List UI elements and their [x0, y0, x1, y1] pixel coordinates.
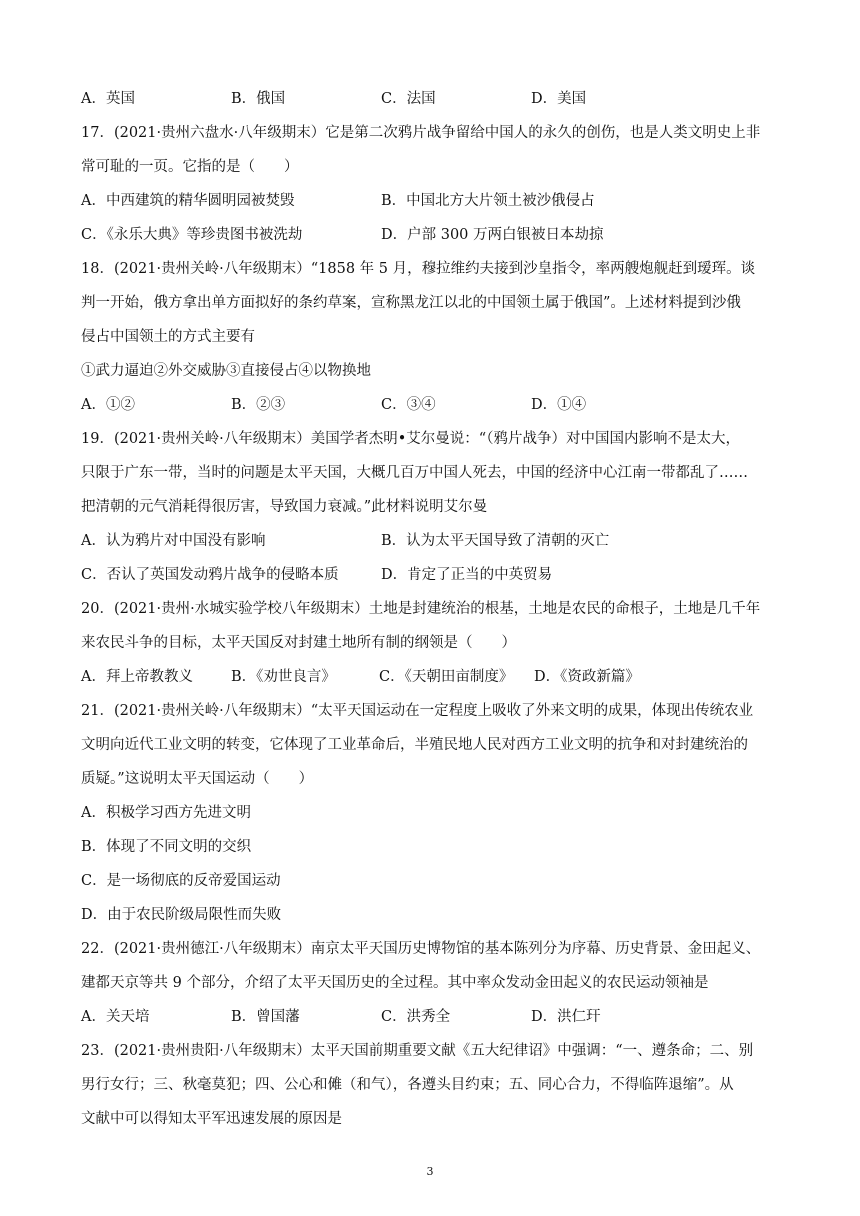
- option-a: A．英国: [81, 91, 135, 107]
- q23-stem-line-2: 男行女行；三、秋毫莫犯；四、公心和傩（和气），各遵头目约束；五、同心合力，不得临阵退缩”。从: [81, 1077, 734, 1093]
- option-d: D．户部 300 万两白银被日本劫掠: [381, 227, 604, 243]
- q22-stem-line-1: 22．(2021·贵州德江·八年级期末）南京太平天国历史博物馆的基本陈列分为序幕、历史背景、金田起义、: [81, 941, 761, 957]
- page-number: 3: [426, 1165, 434, 1178]
- question-list: [81, 86, 781, 1140]
- q21-stem-line-3: 质疑。”这说明太平天国运动（ ）: [81, 771, 314, 787]
- q17-stem-line-2: 常可耻的一页。它指的是（ ）: [81, 159, 299, 175]
- q21-option-c: C．是一场彻底的反帝爱国运动: [81, 873, 281, 889]
- q16-options: [81, 86, 781, 120]
- q18-options: [81, 392, 781, 426]
- q19-stem-line-2: 只限于广东一带，当时的问题是太平天国，大概几百万中国人死去，中国的经济中心江南一带都乱了……: [81, 465, 748, 481]
- q21-option-d: D．由于农民阶级局限性而失败: [81, 907, 282, 923]
- q20-stem-line-1: 20．(2021·贵州·水城实验学校八年级期末）土地是封建统治的根基，土地是农民的命根子，土地是几千年: [81, 601, 761, 617]
- option-b: B．②③: [231, 397, 286, 413]
- option-d: D．洪仁玕: [531, 1009, 601, 1025]
- option-a: A．认为鸦片对中国没有影响: [81, 533, 266, 549]
- q17-options-row-2: [81, 222, 781, 256]
- option-d: D．①④: [531, 397, 587, 413]
- q20-stem-line-2: 来农民斗争的目标，太平天国反对封建土地所有制的纲领是（ ）: [81, 635, 516, 651]
- option-c: C．《天朝田亩制度》: [379, 669, 514, 685]
- option-c: C．③④: [381, 397, 436, 413]
- option-d: D．肯定了正当的中英贸易: [381, 567, 553, 583]
- option-c: C．否认了英国发动鸦片战争的侵略本质: [81, 567, 339, 583]
- q18-stem-line-2: 判一开始，俄方拿出单方面拟好的条约草案，宣称黑龙江以北的中国领土属于俄国”。上述材料提到沙俄: [81, 295, 741, 311]
- q18-stem-line-3: 侵占中国领土的方式主要有: [81, 329, 255, 345]
- q21-option-a: A．积极学习西方先进文明: [81, 805, 251, 821]
- option-c: C．洪秀全: [381, 1009, 451, 1025]
- option-c: C．《永乐大典》等珍贵图书被洗劫: [81, 227, 303, 243]
- option-b: B．曾国藩: [231, 1009, 300, 1025]
- q19-stem-line-1: 19．(2021·贵州关岭·八年级期末）美国学者杰明•艾尔曼说：“（鸦片战争）对中国国内影响不是太大，: [81, 431, 740, 447]
- q22-stem-line-2: 建都天京等共 9 个部分，介绍了太平天国历史的全过程。其中率众发动金田起义的农民运动领袖是: [81, 975, 709, 991]
- option-a: A．拜上帝教教义: [81, 669, 193, 685]
- q18-stem-line-4: ①武力逼迫②外交威胁③直接侵占④以物换地: [81, 363, 371, 379]
- q20-options: [81, 664, 781, 698]
- q19-options-row-2: [81, 562, 781, 596]
- option-a: A．关天培: [81, 1009, 150, 1025]
- q22-options: [81, 1004, 781, 1038]
- option-b: B．《劝世良言》: [231, 669, 336, 685]
- q17-options-row-1: [81, 188, 781, 222]
- q17-stem-line-1: 17．(2021·贵州六盘水·八年级期末）它是第二次鸦片战争留给中国人的永久的创伤，也是人类文明史上非: [81, 125, 761, 141]
- q21-stem-line-1: 21．(2021·贵州关岭·八年级期末）“太平天国运动在一定程度上吸收了外来文明的成果，体现出传统农业: [81, 703, 754, 719]
- option-d: D．《资政新篇》: [534, 669, 640, 685]
- option-a: A．中西建筑的精华圆明园被焚毁: [81, 193, 295, 209]
- q18-stem-line-1: 18．(2021·贵州关岭·八年级期末）“1858 年 5 月，穆拉维约夫接到沙皇指令，率两艘炮舰赶到瑷珲。谈: [81, 261, 756, 277]
- q19-stem-line-3: 把清朝的元气消耗得很厉害，导致国力衰减。”此材料说明艾尔曼: [81, 499, 488, 515]
- q23-stem-line-3: 文献中可以得知太平军迅速发展的原因是: [81, 1111, 342, 1127]
- option-b: B．中国北方大片领土被沙俄侵占: [381, 193, 595, 209]
- q23-stem-line-1: 23．(2021·贵州贵阳·八年级期末）太平天国前期重要文献《五大纪律诏》中强调：“一、遵条命；二、别: [81, 1043, 754, 1059]
- q21-stem-line-2: 文明向近代工业文明的转变，它体现了工业革命后，半殖民地人民对西方工业文明的抗争和对封建统治的: [81, 737, 748, 753]
- option-d: D．美国: [531, 91, 587, 107]
- option-a: A．①②: [81, 397, 135, 413]
- q21-option-b: B．体现了不同文明的交织: [81, 839, 252, 855]
- option-b: B．俄国: [231, 91, 286, 107]
- option-c: C．法国: [381, 91, 436, 107]
- option-b: B．认为太平天国导致了清朝的灭亡: [381, 533, 610, 549]
- q19-options-row-1: [81, 528, 781, 562]
